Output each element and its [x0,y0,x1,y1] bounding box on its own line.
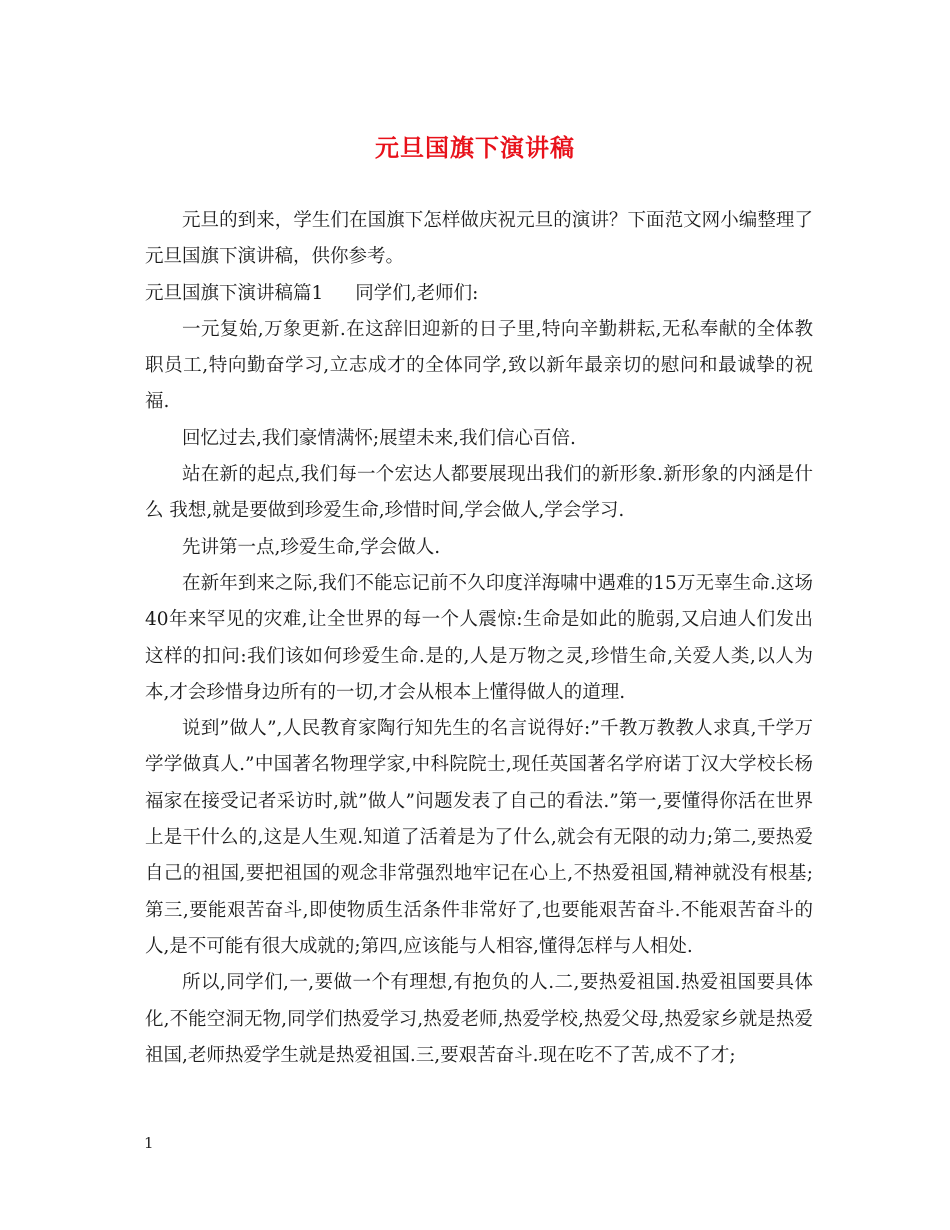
intro-paragraph: 元旦的到来，学生们在国旗下怎样做庆祝元旦的演讲？下面范文网小编整理了元旦国旗下演讲稿，供你参考。 [145,210,813,268]
greeting: 同学们,老师们: [355,282,479,304]
paragraph-7: 所以,同学们,一,要做一个有理想,有抱负的人.二,要热爱祖国.热爱祖国要具体化,不能空洞无物,同学们热爱学习,热爱老师,热爱学校,热爱父母,热爱家乡就是热爱祖国,老师热爱学生就是热爱祖国.三,要艰苦奋斗.现在吃不了苦,成不了才; [145,972,813,1066]
paragraph-6: 说到”做人”,人民教育家陶行知先生的名言说得好:”千教万教教人求真,千学万学学做真人.”中国著名物理学家,中科院院士,现任英国著名学府诺丁汉大学校长杨福家在接受记者采访时,就”做人”问题发表了自己的看法.”第一,要懂得你活在世界上是干什么的,这是人生观.知道了活着是为了什么,就会有无限的动力;第二,要热爱自己的祖国,要把祖国的观念非常强烈地牢记在心上,不热爱祖国,精神就没有根基;第三,要能艰苦奋斗,即使物质生活条件非常好了,也要能艰苦奋斗.不能艰苦奋斗的人,是不可能有很大成就的;第四,应该能与人相容,懂得怎样与人相处. [145,718,813,957]
paragraph-4: 先讲第一点,珍爱生命,学会做人. [182,536,441,558]
document-title: 元旦国旗下演讲稿 [375,133,575,162]
section-label: 元旦国旗下演讲稿篇1 [145,282,324,304]
paragraph-2: 回忆过去,我们豪情满怀;展望未来,我们信心百倍. [182,427,576,449]
section-heading-line [145,276,813,312]
page-number: 1 [144,1134,154,1152]
paragraph-1: 一元复始,万象更新.在这辞旧迎新的日子里,特向辛勤耕耘,无私奉献的全体教职员工,特向勤奋学习,立志成才的全体同学,致以新年最亲切的慰问和最诚挚的祝福. [145,318,813,413]
document-body [145,203,813,1074]
paragraph-3: 站在新的起点,我们每一个宏达人都要展现出我们的新形象.新形象的内涵是什么 我想,就是要做到珍爱生命,珍惜时间,学会做人,学会学习. [145,464,813,522]
paragraph-5: 在新年到来之际,我们不能忘记前不久印度洋海啸中遇难的15万无辜生命.这场40年来罕见的灾难,让全世界的每一个人震惊:生命是如此的脆弱,又启迪人们发出这样的扣问:我们该如何珍爱生命.是的,人是万物之灵,珍惜生命,关爱人类,以人为本,才会珍惜身边所有的一切,才会从根本上懂得做人的道理. [145,572,813,703]
